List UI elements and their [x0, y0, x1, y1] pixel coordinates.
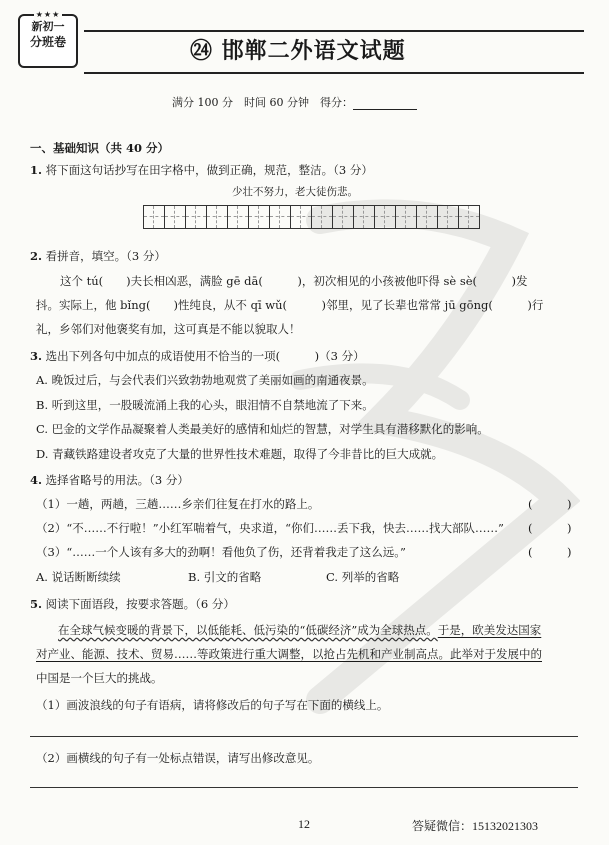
grid-cell[interactable]: [353, 205, 375, 229]
page-number: 12: [298, 817, 310, 831]
q2-prompt: [30, 248, 166, 264]
badge-line1: 新初一: [31, 20, 65, 33]
grid-cell[interactable]: [437, 205, 459, 229]
grid-cell[interactable]: [185, 205, 207, 229]
grid-cell[interactable]: [311, 205, 333, 229]
q4-number: 4.: [30, 473, 43, 487]
contact-info: 答疑微信：15132021303: [412, 819, 539, 833]
q3-number: 3.: [30, 349, 43, 363]
score-blank[interactable]: [353, 109, 417, 110]
q2-number: 2.: [30, 249, 43, 263]
q4-prompt: [30, 472, 189, 488]
q4-option-a: A. 说话断断续续: [36, 570, 121, 584]
q1-sentence: 少壮不努力，老大徒伤悲。: [232, 186, 358, 198]
q3-text: 选出下列各句中加点的成语使用不恰当的一项( )（3 分）: [45, 349, 365, 363]
badge-line2: 分班卷: [29, 35, 66, 49]
grid-cell[interactable]: [290, 205, 312, 229]
q4-sentence-1: （1）一趟，两趟，三趟……乡亲们往复在打水的路上。: [36, 497, 320, 511]
grid-cell[interactable]: [206, 205, 228, 229]
grid-cell[interactable]: [248, 205, 270, 229]
q3-option-a: A. 晚饭过后，与会代表们兴致勃勃地观赏了美丽如画的南通夜景。: [36, 373, 374, 387]
q3-option-b: B. 听到这里，一股暖流涌上我的心头，眼泪情不自禁地流了下来。: [36, 398, 374, 412]
grid-cell[interactable]: [395, 205, 417, 229]
q5-underlined-sentence-start: 于是，欧美发达国家: [437, 623, 542, 637]
q5-passage-line2: 对产业、能源、技术、贸易……等政策进行重大调整，以抢占先机和产业制高点。此举对于发展中的: [36, 647, 542, 661]
q5-number: 5.: [30, 597, 43, 611]
q3-prompt: [30, 348, 365, 364]
grid-cell[interactable]: [458, 205, 480, 229]
badge-stars: ★★★: [35, 10, 61, 19]
grid-cell[interactable]: [374, 205, 396, 229]
q2-line3: 礼，乡邻们对他褒奖有加，这可真是不能以貌取人！: [36, 322, 301, 336]
page-title: ㉔ 邯郸二外语文试题: [190, 38, 406, 64]
q4-sentence-3: （3）“……一个人该有多大的劲啊！看他负了伤，还背着我走了这么远。”: [36, 545, 406, 559]
q5-wavy-sentence: 在全球气候变暖的背景下，以低能耗、低污染的“低碳经济”成为全球热点。: [58, 623, 438, 637]
title-rule-top: [84, 30, 584, 32]
q4-sentence-2: （2）“不……不行啦！”小红军喘着气，央求道，“你们……丢下我，快去……找大部队……”: [36, 521, 504, 535]
q5-passage-line1: [58, 622, 541, 638]
q5-text: 阅读下面语段，按要求答题。（6 分）: [45, 597, 235, 611]
q1-prompt: [30, 162, 373, 178]
q2-text: 看拼音，填空。（3 分）: [45, 249, 166, 263]
q4-option-b: B. 引文的省略: [188, 570, 262, 584]
grid-cell[interactable]: [416, 205, 438, 229]
q3-option-c: C. 巴金的文学作品凝聚着人类最美好的感情和灿烂的智慧，对学生具有潜移默化的影响。: [36, 422, 489, 436]
grid-cell[interactable]: [143, 205, 165, 229]
q5-subquestion-2: （2）画横线的句子有一处标点错误，请写出修改意见。: [36, 751, 320, 765]
class-placement-badge: [18, 10, 78, 68]
grid-cell[interactable]: [164, 205, 186, 229]
q4-answer-1[interactable]: ( ): [528, 497, 572, 511]
q5-passage-line3: 中国是一个巨大的挑战。: [36, 671, 163, 685]
tianzige-grid[interactable]: [143, 205, 479, 229]
exam-meta-text: 满分 100 分 时间 60 分钟 得分：: [172, 96, 353, 109]
q2-line2: 抖。实际上，他 bǐng( )性纯良，从不 qī wǔ( )邻里，见了长辈也常常 jū gōng( )行: [36, 298, 544, 312]
grid-cell[interactable]: [227, 205, 249, 229]
answer-line-1[interactable]: [30, 736, 578, 737]
q4-answer-3[interactable]: ( ): [528, 545, 572, 559]
q1-number: 1.: [30, 163, 43, 177]
grid-cell[interactable]: [269, 205, 291, 229]
answer-line-2[interactable]: [30, 787, 578, 788]
q4-answer-2[interactable]: ( ): [528, 521, 572, 535]
q2-line1: 这个 tú( )夫长相凶恶，满脸 gē dā( )，初次相见的小孩被他吓得 sè sè( )发: [60, 274, 528, 288]
q5-prompt: [30, 596, 235, 612]
grid-cell[interactable]: [332, 205, 354, 229]
q1-text: 将下面这句话抄写在田字格中，做到正确，规范，整洁。（3 分）: [45, 163, 373, 177]
q4-option-c: C. 列举的省略: [326, 570, 400, 584]
title-rule-bottom: [84, 72, 584, 74]
exam-meta: [172, 94, 417, 110]
q4-text: 选择省略号的用法。（3 分）: [45, 473, 189, 487]
q3-option-d: D. 青藏铁路建设者攻克了大量的世界性技术难题，取得了今非昔比的巨大成就。: [36, 447, 444, 461]
section-heading: 一、基础知识（共 40 分）: [30, 141, 170, 155]
q5-subquestion-1: （1）画波浪线的句子有语病，请将修改后的句子写在下面的横线上。: [36, 698, 389, 712]
